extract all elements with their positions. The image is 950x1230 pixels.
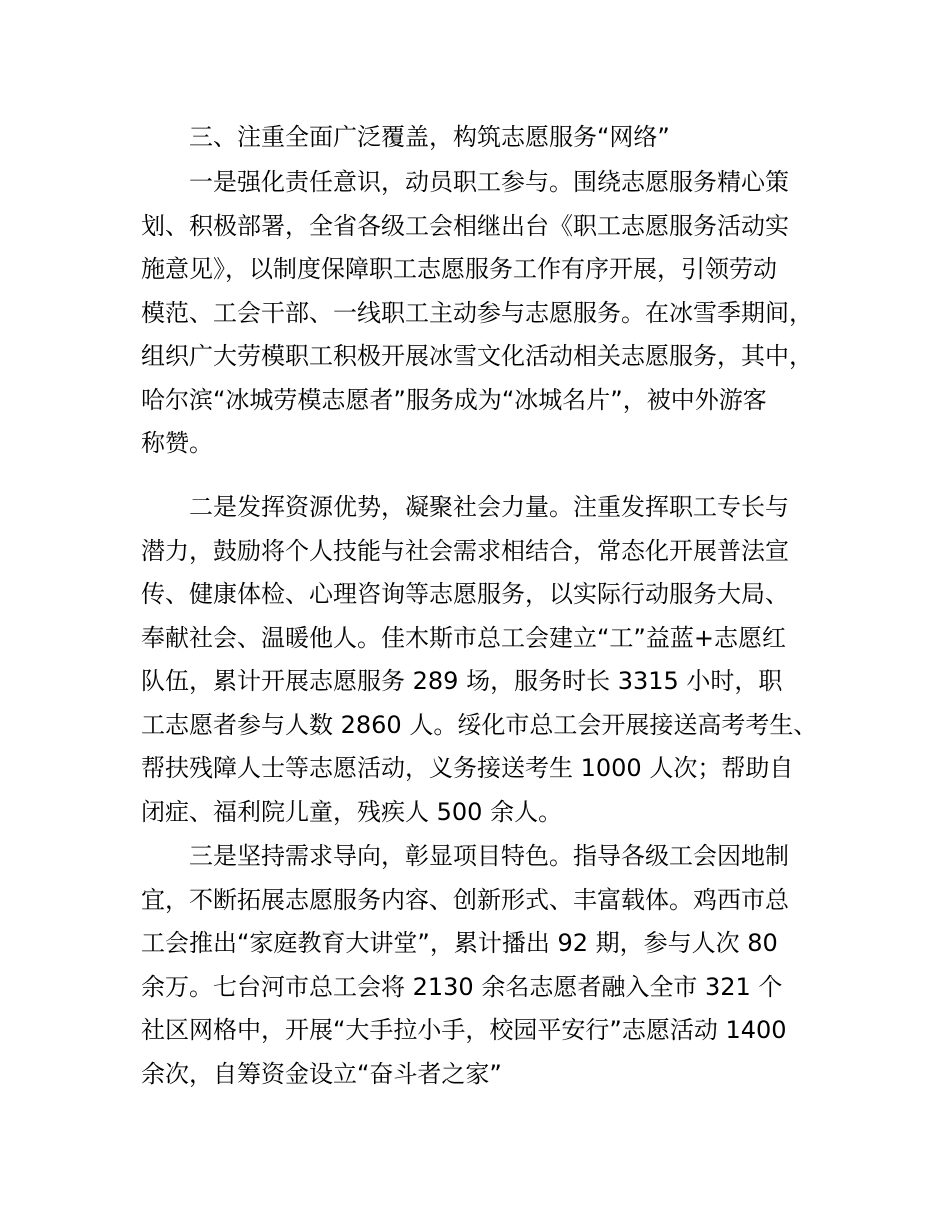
- paragraph-line: 工志愿者参与人数 2860 人。绥化市总工会开展接送高考考生、: [141, 710, 818, 739]
- paragraph-line: 余万。七台河市总工会将 2130 余名志愿者融入全市 321 个: [141, 972, 783, 1001]
- paragraph-line: 哈尔滨“冰城劳模志愿者”服务成为“冰城名片”，被中外游客: [141, 385, 767, 414]
- paragraph-2: [141, 486, 841, 834]
- section-heading: [141, 116, 841, 160]
- paragraph-line: 一是强化责任意识，动员职工参与。围绕志愿服务精心策: [189, 168, 789, 196]
- paragraph-line: 队伍，累计开展志愿服务 289 场，服务时长 3315 小时，职: [141, 667, 783, 695]
- paragraph-line: 模范、工会干部、一线职工主动参与志愿服务。在冰雪季期间，: [141, 298, 813, 327]
- paragraph-3: [141, 835, 841, 1096]
- paragraph-line: 组织广大劳模职工积极开展冰雪文化活动相关志愿服务，其中，: [141, 342, 813, 370]
- paragraph-1: [141, 161, 841, 466]
- heading-text: 三、注重全面广泛覆盖，构筑志愿服务“网络”: [189, 123, 670, 151]
- paragraph-line: 划、积极部署，全省各级工会相继出台《职工志愿服务活动实: [141, 211, 789, 240]
- paragraph-line: 帮扶残障人士等志愿活动，义务接送考生 1000 人次；帮助自: [141, 754, 794, 782]
- paragraph-line: 奉献社会、温暖他人。佳木斯市总工会建立“工”益蓝+志愿红: [141, 623, 786, 652]
- paragraph-line: 传、健康体检、心理咨询等志愿服务，以实际行动服务大局、: [141, 580, 789, 608]
- paragraph-line: 工会推出“家庭教育大讲堂”，累计播出 92 期，参与人次 80: [141, 929, 778, 957]
- paragraph-line: 宜，不断拓展志愿服务内容、创新形式、丰富载体。鸡西市总: [141, 885, 789, 914]
- paragraph-line: 余次，自筹资金设立“奋斗者之家”: [141, 1059, 502, 1088]
- paragraph-line: 二是发挥资源优势，凝聚社会力量。注重发挥职工专长与: [189, 493, 789, 521]
- paragraph-line: 三是坚持需求导向，彰显项目特色。指导各级工会因地制: [189, 842, 789, 870]
- paragraph-line: 称赞。: [141, 429, 213, 457]
- paragraph-line: 社区网格中，开展“大手拉小手，校园平安行”志愿活动 1400: [141, 1016, 787, 1044]
- paragraph-line: 闭症、福利院儿童，残疾人 500 余人。: [141, 797, 563, 826]
- paragraph-line: 施意见》，以制度保障职工志愿服务工作有序开展，引领劳动: [141, 255, 777, 283]
- paragraph-line: 潜力，鼓励将个人技能与社会需求相结合，常态化开展普法宣: [141, 536, 789, 565]
